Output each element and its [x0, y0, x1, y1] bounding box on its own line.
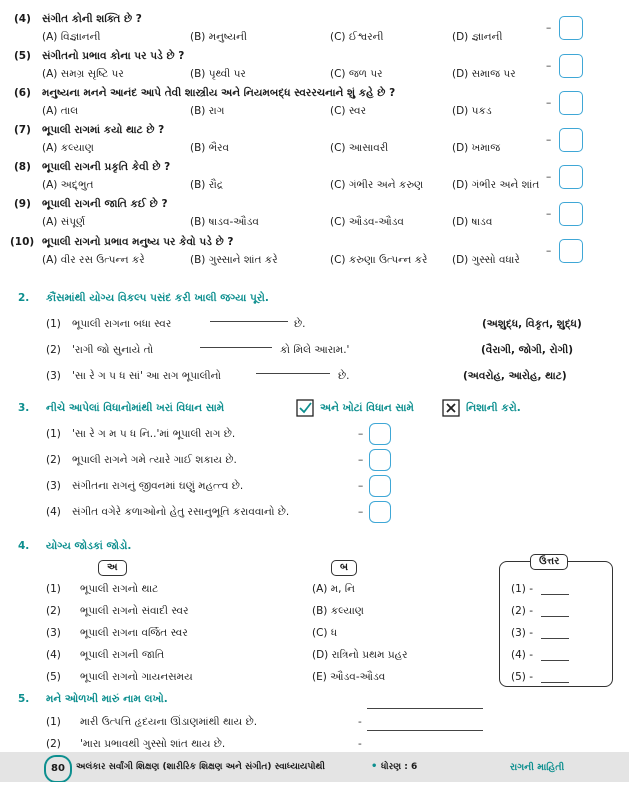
item-choices: (વૈરાગી, જોગી, રોગી) [481, 344, 574, 356]
answer-box[interactable] [559, 128, 583, 152]
option-c[interactable]: (C) ગંભીર અને કરુણ [330, 179, 424, 191]
question-number: (6) [14, 87, 31, 99]
row-b: (B) કલ્યાણ [312, 605, 364, 617]
question-number: (9) [14, 198, 31, 210]
row-answer-label: (1) - [511, 583, 533, 595]
item-number: (1) [46, 716, 61, 728]
answer-dash: – [358, 480, 364, 492]
row-a: ભૂપાલી રાગનો થાટ [80, 583, 159, 595]
option-a[interactable]: (A) કલ્યાણ [42, 142, 94, 154]
answer-dash: – [546, 60, 552, 72]
item-number: (4) [46, 506, 61, 518]
section-number: 3. [18, 402, 30, 414]
option-a[interactable]: (A) સંપૂર્ણ [42, 216, 86, 228]
row-number: (4) [46, 649, 61, 661]
item-number: (1) [46, 318, 61, 330]
option-c[interactable]: (C) ઈશ્વરની [330, 31, 384, 43]
item-post: છે. [294, 318, 306, 330]
answer-box[interactable] [369, 501, 391, 523]
option-b[interactable]: (B) ભૈરવ [190, 142, 230, 154]
option-b[interactable]: (B) રૌદ્ર [190, 179, 224, 191]
answer-dash: – [546, 22, 552, 34]
row-answer-label: (2) - [511, 605, 533, 617]
option-a[interactable]: (A) સમગ્ર સૃષ્ટિ પર [42, 68, 124, 80]
option-c[interactable]: (C) કરુણા ઉત્પન્ન કરે [330, 254, 428, 266]
section-title: મને ઓળખી મારું નામ લખો. [46, 693, 168, 705]
item-choices: (અવરોહ, આરોહ, થાટ) [463, 370, 567, 382]
answer-box[interactable] [559, 16, 583, 40]
answer-dash: – [546, 97, 552, 109]
row-b: (D) રાત્રિનો પ્રથમ પ્રહર [312, 649, 408, 661]
option-b[interactable]: (B) મનુષ્યની [190, 31, 247, 43]
answer-box[interactable] [559, 91, 583, 115]
item-number: (3) [46, 480, 61, 492]
check-mark-icon [296, 399, 314, 417]
row-a: ભૂપાલી રાગની જાતિ [80, 649, 165, 661]
answer-dash: – [358, 428, 364, 440]
answer-dash: – [358, 506, 364, 518]
answer-box[interactable] [369, 423, 391, 445]
answer-box[interactable] [559, 165, 583, 189]
item-number: (1) [46, 428, 61, 440]
item-pre: 'સા રે ગ પ ધ સાં' આ રાગ ભૂપાલીનો [72, 370, 222, 382]
item-number: (2) [46, 454, 61, 466]
question-text: ભૂપાલી રાગની જાતિ કઈ છે ? [42, 198, 168, 210]
footer-book-title: અલંકાર સર્વાંગી શિક્ષણ (શારીરિક શિક્ષણ અને સંગીત) સ્વાધ્યાયપોથી [76, 762, 325, 772]
option-a[interactable]: (A) અદ્દ્ભુત [42, 179, 94, 191]
option-d[interactable]: (D) ગંભીર અને શાંત [452, 179, 540, 191]
question-text: સંગીત કોની શક્તિ છે ? [42, 13, 142, 25]
answer-dash: - [358, 738, 362, 750]
answer-line[interactable] [367, 730, 483, 731]
item-text: સંગીત વગેરે કળાઓનો હેતુ રસાનુભૂતિ કરાવવાનો છે. [72, 506, 290, 518]
item-pre: 'રાગી જો સુનાયે તો [72, 344, 154, 356]
section-number: 2. [18, 292, 30, 304]
question-text: ભૂપાલી રાગમાં કયો થાટ છે ? [42, 124, 165, 136]
row-b: (A) મ, નિ [312, 583, 355, 595]
page-number-badge: 80 [44, 755, 72, 783]
option-b[interactable]: (B) પૃથ્વી પર [190, 68, 246, 80]
row-answer-label: (4) - [511, 649, 533, 661]
row-b: (E) ઔડવ-ઔડવ [312, 671, 386, 683]
item-text: 'મારા પ્રભાવથી ગુસ્સો શાંત થાય છે. [80, 738, 226, 750]
row-number: (1) [46, 583, 61, 595]
item-number: (2) [46, 738, 61, 750]
question-text: સંગીતનો પ્રભાવ કોના પર પડે છે ? [42, 50, 185, 62]
question-number: (7) [14, 124, 31, 136]
section-title-part-b: અને ખોટાં વિધાન સામે [320, 402, 414, 414]
answer-column-header: ઉત્તર [530, 554, 568, 570]
option-d[interactable]: (D) ષાડવ [452, 216, 493, 228]
item-post: છે. [338, 370, 350, 382]
section-title: કૌંસમાંથી યોગ્ય વિકલ્પ પસંદ કરી ખાલી જગ્યા પૂરો. [46, 292, 269, 304]
row-answer-line[interactable] [541, 682, 569, 683]
option-d[interactable]: (D) જ્ઞાનની [452, 31, 503, 43]
section-title-part-a: નીચે આપેલાં વિધાનોમાંથી ખરાં વિધાન સામે [46, 402, 225, 414]
answer-box[interactable] [559, 202, 583, 226]
answer-box[interactable] [369, 449, 391, 471]
row-answer-line[interactable] [541, 616, 569, 617]
answer-dash: – [546, 134, 552, 146]
answer-box[interactable] [559, 54, 583, 78]
question-number: (5) [14, 50, 31, 62]
row-a: ભૂપાલી રાગનો ગાયનસમય [80, 671, 193, 683]
column-a-header: અ [98, 560, 127, 576]
option-a[interactable]: (A) વિજ્ઞાનની [42, 31, 101, 43]
row-number: (2) [46, 605, 61, 617]
answer-dash: – [546, 171, 552, 183]
column-b-header: બ [331, 560, 357, 576]
row-number: (3) [46, 627, 61, 639]
option-b[interactable]: (B) રાગ [190, 105, 225, 117]
option-d[interactable]: (D) પકડ [452, 105, 492, 117]
question-number: (10) [10, 236, 35, 248]
section-number: 5. [18, 693, 30, 705]
question-number: (8) [14, 161, 31, 173]
footer-bullet: • [371, 761, 378, 772]
answer-line[interactable] [367, 708, 483, 709]
blank-line[interactable] [210, 321, 288, 322]
section-number: 4. [18, 540, 30, 552]
option-c[interactable]: (C) સ્વર [330, 105, 367, 117]
option-a[interactable]: (A) વીર રસ ઉત્પન્ન કરે [42, 254, 145, 266]
footer-chapter: રાગની માહિતી [510, 762, 565, 773]
blank-line[interactable] [256, 373, 330, 374]
row-a: ભૂપાલી રાગનો સંવાદી સ્વર [80, 605, 189, 617]
cross-mark-icon [442, 399, 460, 417]
answer-dash: – [358, 454, 364, 466]
option-d[interactable]: (D) ગુસ્સો વધારે [452, 254, 520, 266]
blank-line[interactable] [200, 347, 272, 348]
item-text: ભૂપાલી રાગને ગમે ત્યારે ગાઈ શકાય છે. [72, 454, 237, 466]
item-text: 'સા રે ગ મ પ ધ નિ..'માં ભૂપાલી રાગ છે. [72, 428, 236, 440]
item-post: કો મિલે આરામ.' [280, 344, 350, 356]
row-answer-line[interactable] [541, 660, 569, 661]
item-number: (3) [46, 370, 61, 382]
row-number: (5) [46, 671, 61, 683]
row-b: (C) ધ [312, 627, 338, 639]
footer-grade: ધોરણ : 6 [381, 762, 418, 772]
question-text: ભૂપાલી રાગનો પ્રભાવ મનુષ્ય પર કેવો પડે છે ? [42, 236, 234, 248]
row-answer-label: (5) - [511, 671, 533, 683]
option-d[interactable]: (D) ખમાજ [452, 142, 501, 154]
answer-panel [499, 561, 613, 687]
option-b[interactable]: (B) ષાડવ-ઔડવ [190, 216, 259, 228]
item-text: મારી ઉત્પત્તિ હૃદયના ઊંડાણમાંથી થાય છે. [80, 716, 258, 728]
option-d[interactable]: (D) સમાજ પર [452, 68, 516, 80]
option-a[interactable]: (A) તાલ [42, 105, 79, 117]
answer-dash: - [358, 716, 362, 728]
row-answer-line[interactable] [541, 594, 569, 595]
option-c[interactable]: (C) ઔડવ-ઔડવ [330, 216, 404, 228]
answer-dash: – [546, 245, 552, 257]
row-answer-label: (3) - [511, 627, 533, 639]
row-a: ભૂપાલી રાગના વર્જિત સ્વર [80, 627, 188, 639]
answer-dash: – [546, 208, 552, 220]
question-number: (4) [14, 13, 31, 25]
option-c[interactable]: (C) આસાવરી [330, 142, 389, 154]
item-text: સંગીતના રાગનું જીવનમાં ઘણું મહત્ત્વ છે. [72, 480, 244, 492]
section-title-part-c: નિશાની કરો. [466, 402, 521, 414]
page-bottom-margin [0, 782, 629, 809]
answer-box[interactable] [559, 239, 583, 263]
item-choices: (અશુદ્ધ, વિકૃત, શુદ્ધ) [482, 318, 582, 330]
option-b[interactable]: (B) ગુસ્સાને શાંત કરે [190, 254, 278, 266]
option-c[interactable]: (C) જળ પર [330, 68, 383, 80]
item-pre: ભૂપાલી રાગના બધા સ્વર [72, 318, 172, 330]
section-title: યોગ્ય જોડકાં જોડો. [46, 540, 132, 552]
row-answer-line[interactable] [541, 638, 569, 639]
question-text: મનુષ્યના મનને આનંદ આપે તેવી શાસ્ત્રીય અને નિયમબદ્ધ સ્વરરચનાને શું કહે છે ? [42, 87, 396, 99]
question-text: ભૂપાલી રાગની પ્રકૃતિ કેવી છે ? [42, 161, 171, 173]
item-number: (2) [46, 344, 61, 356]
answer-box[interactable] [369, 475, 391, 497]
